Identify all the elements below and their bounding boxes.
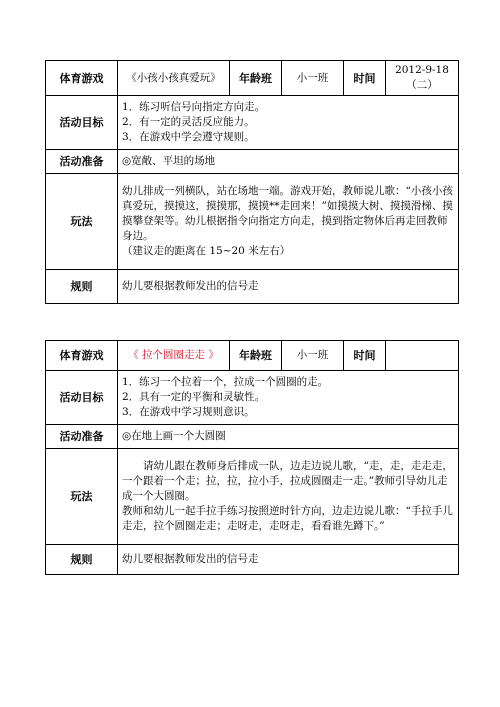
age-value: 小一班: [282, 61, 344, 96]
play-paragraph: 教师和幼儿一起手拉手练习按照逆时针方向，边走边说儿歌：“手拉手儿走走，拉个圆圈走走；走呀走，走呀走，看看谁先蹲下。”: [122, 505, 453, 532]
goal-item: 3．在游戏中学习规则意识。: [122, 406, 255, 418]
age-label: 年龄班: [230, 61, 282, 96]
rules-label: 规则: [46, 545, 118, 575]
play-row: [46, 174, 459, 270]
time-value: [386, 341, 459, 371]
goal-item: 3．在游戏中学会遵守规则。: [122, 131, 255, 143]
preparation-content: ◎宽敞、平坦的场地: [118, 150, 459, 174]
preparation-content: ◎在地上画一个大圆圈: [118, 425, 459, 449]
goal-item: 1．练习听信号向指定方向走。: [122, 101, 266, 113]
header-row: [46, 61, 459, 96]
time-value: 2012-9-18（二）: [386, 61, 459, 96]
rules-content: 幼儿要根据教师发出的信号走: [118, 270, 459, 304]
play-label: 玩法: [46, 174, 118, 270]
rules-row: [46, 545, 459, 575]
play-label: 玩法: [46, 449, 118, 545]
goals-row: [46, 96, 459, 150]
preparation-label: 活动准备: [46, 425, 118, 449]
play-row: [46, 449, 459, 545]
play-paragraph: （建议走的距离在 15~20 米左右）: [122, 245, 291, 257]
goals-label: 活动目标: [46, 371, 118, 425]
type-label: 体育游戏: [46, 61, 118, 96]
time-label: 时间: [344, 61, 386, 96]
preparation-label: 活动准备: [46, 150, 118, 174]
rules-content: 幼儿要根据教师发出的信号走: [118, 545, 459, 575]
goal-item: 2．具有一定的平衡和灵敏性。: [122, 391, 266, 403]
time-label: 时间: [344, 341, 386, 371]
play-content: [118, 449, 459, 545]
game-table-2: [45, 340, 459, 575]
game-name: 《 拉个圆圈走走 》: [118, 341, 230, 371]
goals-label: 活动目标: [46, 96, 118, 150]
rules-label: 规则: [46, 270, 118, 304]
goals-content: [118, 96, 459, 150]
preparation-row: [46, 425, 459, 449]
header-row: [46, 341, 459, 371]
goals-content: [118, 371, 459, 425]
type-label: 体育游戏: [46, 341, 118, 371]
game-name: 《小孩小孩真爱玩》: [118, 61, 230, 96]
game-table-1: [45, 60, 459, 304]
play-content: [118, 174, 459, 270]
age-label: 年龄班: [230, 341, 282, 371]
goal-item: 1．练习一个拉着一个，拉成一个圆圈的走。: [122, 376, 329, 388]
preparation-row: [46, 150, 459, 174]
play-paragraph: 幼儿排成一列横队，站在场地一端。游戏开始，教师说儿歌：“小孩小孩真爱玩，摸摸这，摸摸那，摸摸**走回来！”如摸摸大树、摸摸滑梯、摸摸攀登架等。幼儿根据指令向指定方向走，摸到指定物体后再走回教师身边。: [122, 185, 453, 242]
age-value: 小一班: [282, 341, 344, 371]
goal-item: 2．有一定的灵活反应能力。: [122, 116, 255, 128]
goals-row: [46, 371, 459, 425]
play-paragraph: 请幼儿跟在教师身后排成一队，边走边说儿歌，“走，走，走走走，一个跟着一个走；拉，拉，拉小手，拉成圆圈走一走。”教师引导幼儿走成一个大圆圈。: [122, 460, 453, 502]
rules-row: [46, 270, 459, 304]
